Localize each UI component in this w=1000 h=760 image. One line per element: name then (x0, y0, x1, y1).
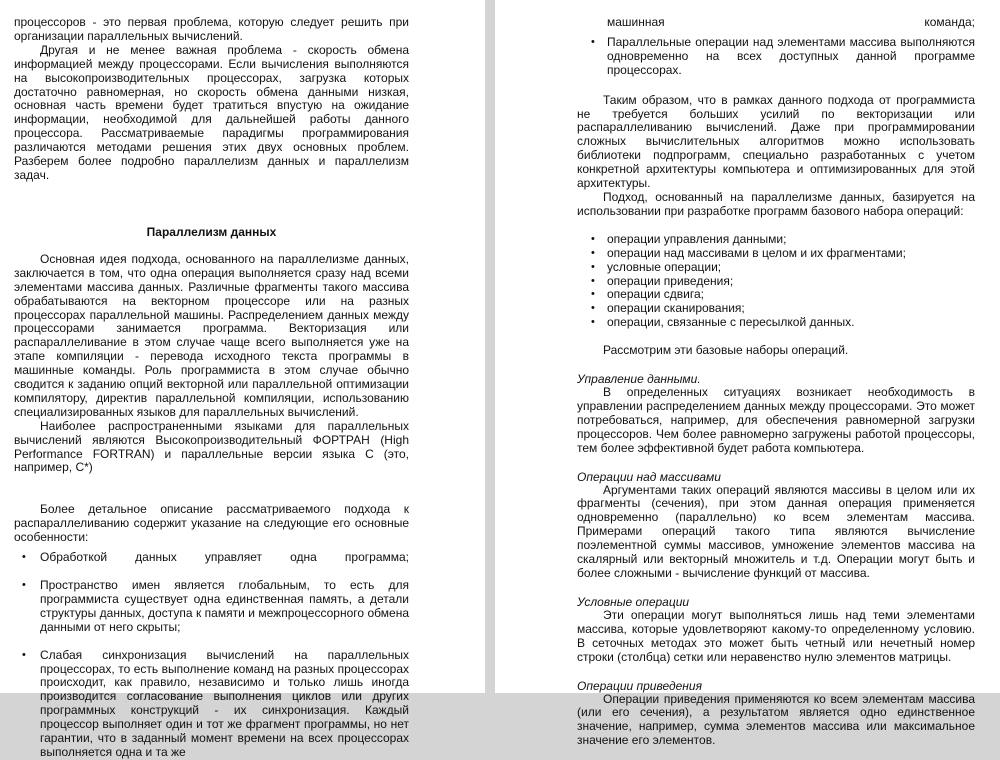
paragraph: Подход, основанный на параллелизме данных, базируется на использовании при разработке программ базового набора операций: (577, 189, 975, 218)
bullet-icon: • (591, 274, 595, 287)
paragraph: процессоров - это первая проблема, которую следует решить при организации параллельных вычислений. (14, 15, 409, 43)
operations-list (577, 233, 975, 330)
features-list (14, 551, 409, 760)
list-item: • операции над массивами в целом и их фрагментами; (591, 245, 906, 260)
list-item: • операции сканирования; (591, 301, 745, 316)
document-page-left (0, 0, 485, 759)
list-item: • операции, связанные с пересылкой данных. (591, 315, 855, 330)
list-item: • Обработкой данных управляет одна программа; (22, 550, 409, 565)
section-heading: Параллелизм данных (146, 224, 277, 239)
subsection-title: Условные операции (577, 594, 690, 609)
list-continuation: машинная команда; (607, 15, 975, 29)
list-item: • Слабая синхронизация вычислений на параллельных процессорах, то есть выполнение команд на разных процессорах происходит, как правило, независимо и только лишь иногда производится согласование выполнения циклов или других программных конструкций - их синхронизация. Каждый процессор выполняет один и тот же фрагмент программы, но нет гарантии, что в заданный момент времени на всех процессорах выполняется одна и та же (22, 647, 409, 759)
paragraph: Эти операции могут выполняться лишь над теми элементами массива, которые удовлетворяют какому-то определенному условию. В сеточных методах это может быть четный или нечетный номер строки (столбца) сетки или неравенство нулю элементов матрицы. (577, 607, 975, 664)
bullet-icon: • (591, 288, 595, 301)
paragraph: Таким образом, что в рамках данного подхода от программиста не требуется больших усилий по векторизации или распараллеливанию вычислений. Даже при программировании сложных вычислительных алгоритмов можно использовать библиотеки подпрограмм, специально разработанных с учетом конкретной архитектуры компьютера и оптимизированных для этой архитектуры. (577, 92, 975, 191)
document-page-right (495, 0, 1000, 748)
list-item: • операции управления данными; (591, 231, 787, 246)
bullet-icon: • (591, 316, 595, 329)
bullet-icon: • (22, 551, 26, 564)
bullet-icon: • (591, 302, 595, 315)
bullet-icon: • (591, 232, 595, 245)
paragraph: Аргументами таких операций являются массивы в целом или их фрагменты (сечения), при этом данная операция применяется одновременно (параллельно) ко всем элементам массива. Примерами операций такого типа являются вычисление поэлементной суммы массивов, умножение элементов массива на скалярный или векторный множитель и т.д. Операции могут быть и более сложными - вычисление функций от массива. (577, 482, 975, 580)
list-item: • операции сдвига; (591, 287, 705, 302)
paragraph: Более детальное описание рассматриваемого подхода к распараллеливанию содержит указание на следующие его основные особенности: (14, 502, 409, 545)
top-list (577, 36, 975, 78)
list-item: • условные операции; (591, 259, 722, 274)
bullet-icon: • (591, 260, 595, 273)
paragraph: Другая и не менее важная проблема - скорость обмена информацией между процессорами. Если вычисления выполняются на высокопроизводительных процессорах, загрузка которых достаточно равномерная, но скорость обмена данными низкая, основная часть времени будет тратиться впустую на ожидание информации, необходимой для дальнейшей работы данного процессора. Рассматриваемые парадигмы программирования различаются методами решения этих двух основных проблем. Разберем более подробно параллелизм данных и параллелизм задач. (14, 42, 409, 182)
list-item: • Параллельные операции над элементами массива выполняются одновременно на всех доступных данной программе процессорах. (591, 34, 975, 77)
paragraph: Рассмотрим эти базовые наборы операций. (603, 343, 849, 358)
paragraph: В определенных ситуациях возникает необходимость в управлении распределением данных между процессорами. Это может потребоваться, например, для обеспечения равномерной загрузки процессоров. Чем более равномерно загружены работой процессоры, тем более эффективной будет работа компьютера. (577, 385, 975, 455)
list-item: • Пространство имен является глобальным, то есть для программиста существует одна единственная память, а детали структуры данных, доступа к памяти и межпроцессорного обмена данными от него скрыты; (22, 578, 409, 634)
bullet-icon: • (591, 246, 595, 259)
bullet-icon: • (22, 648, 26, 661)
paragraph: Операции приведения применяются ко всем элементам массива (или его сечения), а результатом является одно единственное значение, например, сумма элементов массива или максимальное значение его элементов. (577, 691, 975, 748)
bullet-icon: • (591, 35, 595, 48)
subsection-title: Операции над массивами (577, 469, 721, 484)
paragraph: Основная идея подхода, основанного на параллелизме данных, заключается в том, что одна операция выполняется сразу над всеми элементами массива данных. Различные фрагменты такого массива обрабатываются на векторном процессоре или на разных процессорах параллельной машины. Распределением данных между процессорами занимается программа. Векторизация или распараллеливание в этом случае чаще всего выполняется уже на этапе компиляции - перевода исходного текста программы в машинные команды. Роль программиста в этом случае обычно сводится к заданию опций векторной или параллельной оптимизации компилятору, директив параллельной компиляции, использованию специализированных языков для параллельных вычислений. (14, 251, 409, 419)
subsection-title: Управление данными. (577, 372, 701, 387)
bullet-icon: • (22, 579, 26, 591)
paragraph: Наиболее распространенными языками для параллельных вычислений являются Высокопроизводительный ФОРТРАН (High Performance FORTRAN) и параллельные версии языка C (это, например, C*) (14, 418, 409, 475)
subsection-title: Операции приведения (577, 678, 702, 693)
list-item: • операции приведения; (591, 273, 734, 288)
